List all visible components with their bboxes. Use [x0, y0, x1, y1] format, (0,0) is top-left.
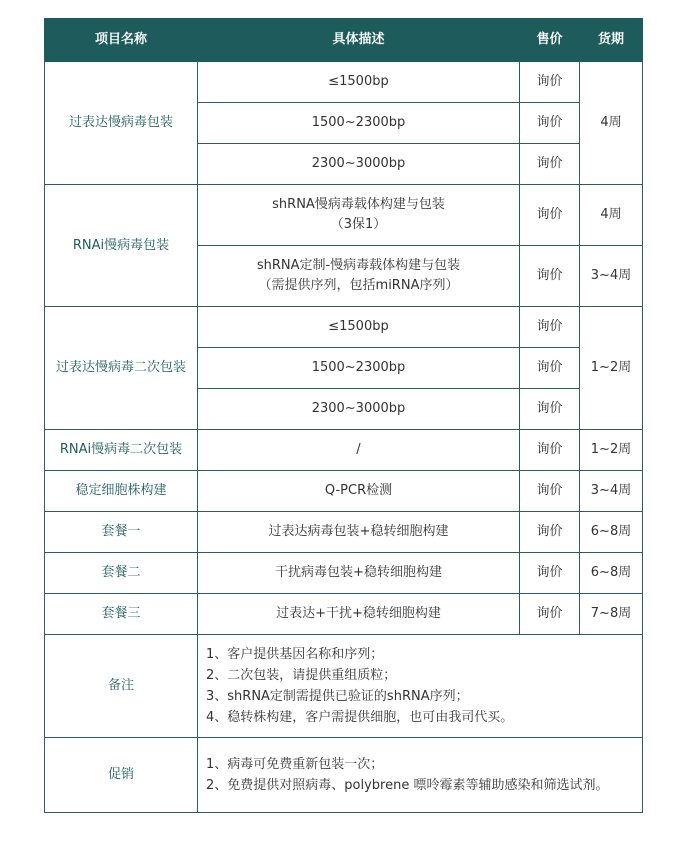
description-line: （3保1） [330, 217, 387, 232]
delivery-cell: 3~4周 [580, 471, 643, 512]
header-delivery: 货期 [580, 19, 643, 62]
item-package-1: 套餐一 [45, 512, 198, 553]
price-cell: 询价 [520, 389, 580, 430]
description-cell: / [198, 430, 520, 471]
item-rnai-secondary-packaging: RNAi慢病毒二次包装 [45, 430, 198, 471]
table-row [45, 307, 643, 348]
header-description: 具体描述 [198, 19, 520, 62]
description-line: （需提供序列，包括miRNA序列） [258, 278, 459, 293]
item-overexpression-packaging: 过表达慢病毒包装 [45, 62, 198, 185]
header-row [45, 19, 643, 62]
delivery-cell: 6~8周 [580, 512, 643, 553]
table-row [45, 594, 643, 635]
description-cell: 1500~2300bp [198, 103, 520, 144]
description-cell: ≤1500bp [198, 62, 520, 103]
price-cell: 询价 [520, 348, 580, 389]
price-cell: 询价 [520, 430, 580, 471]
item-package-2: 套餐二 [45, 553, 198, 594]
price-cell: 询价 [520, 185, 580, 246]
description-cell: 过表达病毒包装+稳转细胞构建 [198, 512, 520, 553]
description-cell: 过表达+干扰+稳转细胞构建 [198, 594, 520, 635]
header-price: 售价 [520, 19, 580, 62]
notes-label: 备注 [45, 635, 198, 738]
note-line: 3、shRNA定制需提供已验证的shRNA序列； [206, 689, 469, 704]
description-cell [198, 185, 520, 246]
description-cell [198, 246, 520, 307]
note-line: 2、二次包装，请提供重组质粒； [206, 668, 397, 683]
promo-line: 1、病毒可免费重新包装一次； [206, 757, 384, 772]
item-stable-cell-line: 稳定细胞株构建 [45, 471, 198, 512]
price-cell: 询价 [520, 594, 580, 635]
item-package-3: 套餐三 [45, 594, 198, 635]
description-cell: 2300~3000bp [198, 389, 520, 430]
price-table [44, 18, 643, 813]
delivery-cell: 1~2周 [580, 430, 643, 471]
price-cell: 询价 [520, 471, 580, 512]
notes-row [45, 635, 643, 738]
delivery-cell: 1~2周 [580, 307, 643, 430]
description-cell: 1500~2300bp [198, 348, 520, 389]
description-cell: 干扰病毒包装+稳转细胞构建 [198, 553, 520, 594]
table-row [45, 512, 643, 553]
promo-label: 促销 [45, 738, 198, 813]
price-cell: 询价 [520, 512, 580, 553]
note-line: 4、稳转株构建，客户需提供细胞，也可由我司代买。 [206, 710, 514, 725]
price-cell: 询价 [520, 246, 580, 307]
price-cell: 询价 [520, 553, 580, 594]
price-cell: 询价 [520, 62, 580, 103]
description-cell: Q-PCR检测 [198, 471, 520, 512]
table-row [45, 430, 643, 471]
note-line: 1、客户提供基因名称和序列； [206, 647, 384, 662]
delivery-cell: 7~8周 [580, 594, 643, 635]
description-cell: 2300~3000bp [198, 144, 520, 185]
delivery-cell: 6~8周 [580, 553, 643, 594]
delivery-cell: 3~4周 [580, 246, 643, 307]
promo-line: 2、免费提供对照病毒、polybrene 嘌呤霉素等辅助感染和筛选试剂。 [206, 778, 609, 793]
table-row [45, 185, 643, 246]
description-line: shRNA慢病毒载体构建与包装 [272, 197, 445, 212]
price-cell: 询价 [520, 144, 580, 185]
delivery-cell: 4周 [580, 185, 643, 246]
promo-content [198, 738, 643, 813]
price-cell: 询价 [520, 103, 580, 144]
price-cell: 询价 [520, 307, 580, 348]
item-rnai-packaging: RNAi慢病毒包装 [45, 185, 198, 307]
table-row [45, 471, 643, 512]
table-row [45, 62, 643, 103]
header-item-name: 项目名称 [45, 19, 198, 62]
table-row [45, 553, 643, 594]
notes-content [198, 635, 643, 738]
delivery-cell: 4周 [580, 62, 643, 185]
item-overexpression-secondary-packaging: 过表达慢病毒二次包装 [45, 307, 198, 430]
description-line: shRNA定制-慢病毒载体构建与包装 [256, 258, 461, 273]
description-cell: ≤1500bp [198, 307, 520, 348]
promo-row [45, 738, 643, 813]
